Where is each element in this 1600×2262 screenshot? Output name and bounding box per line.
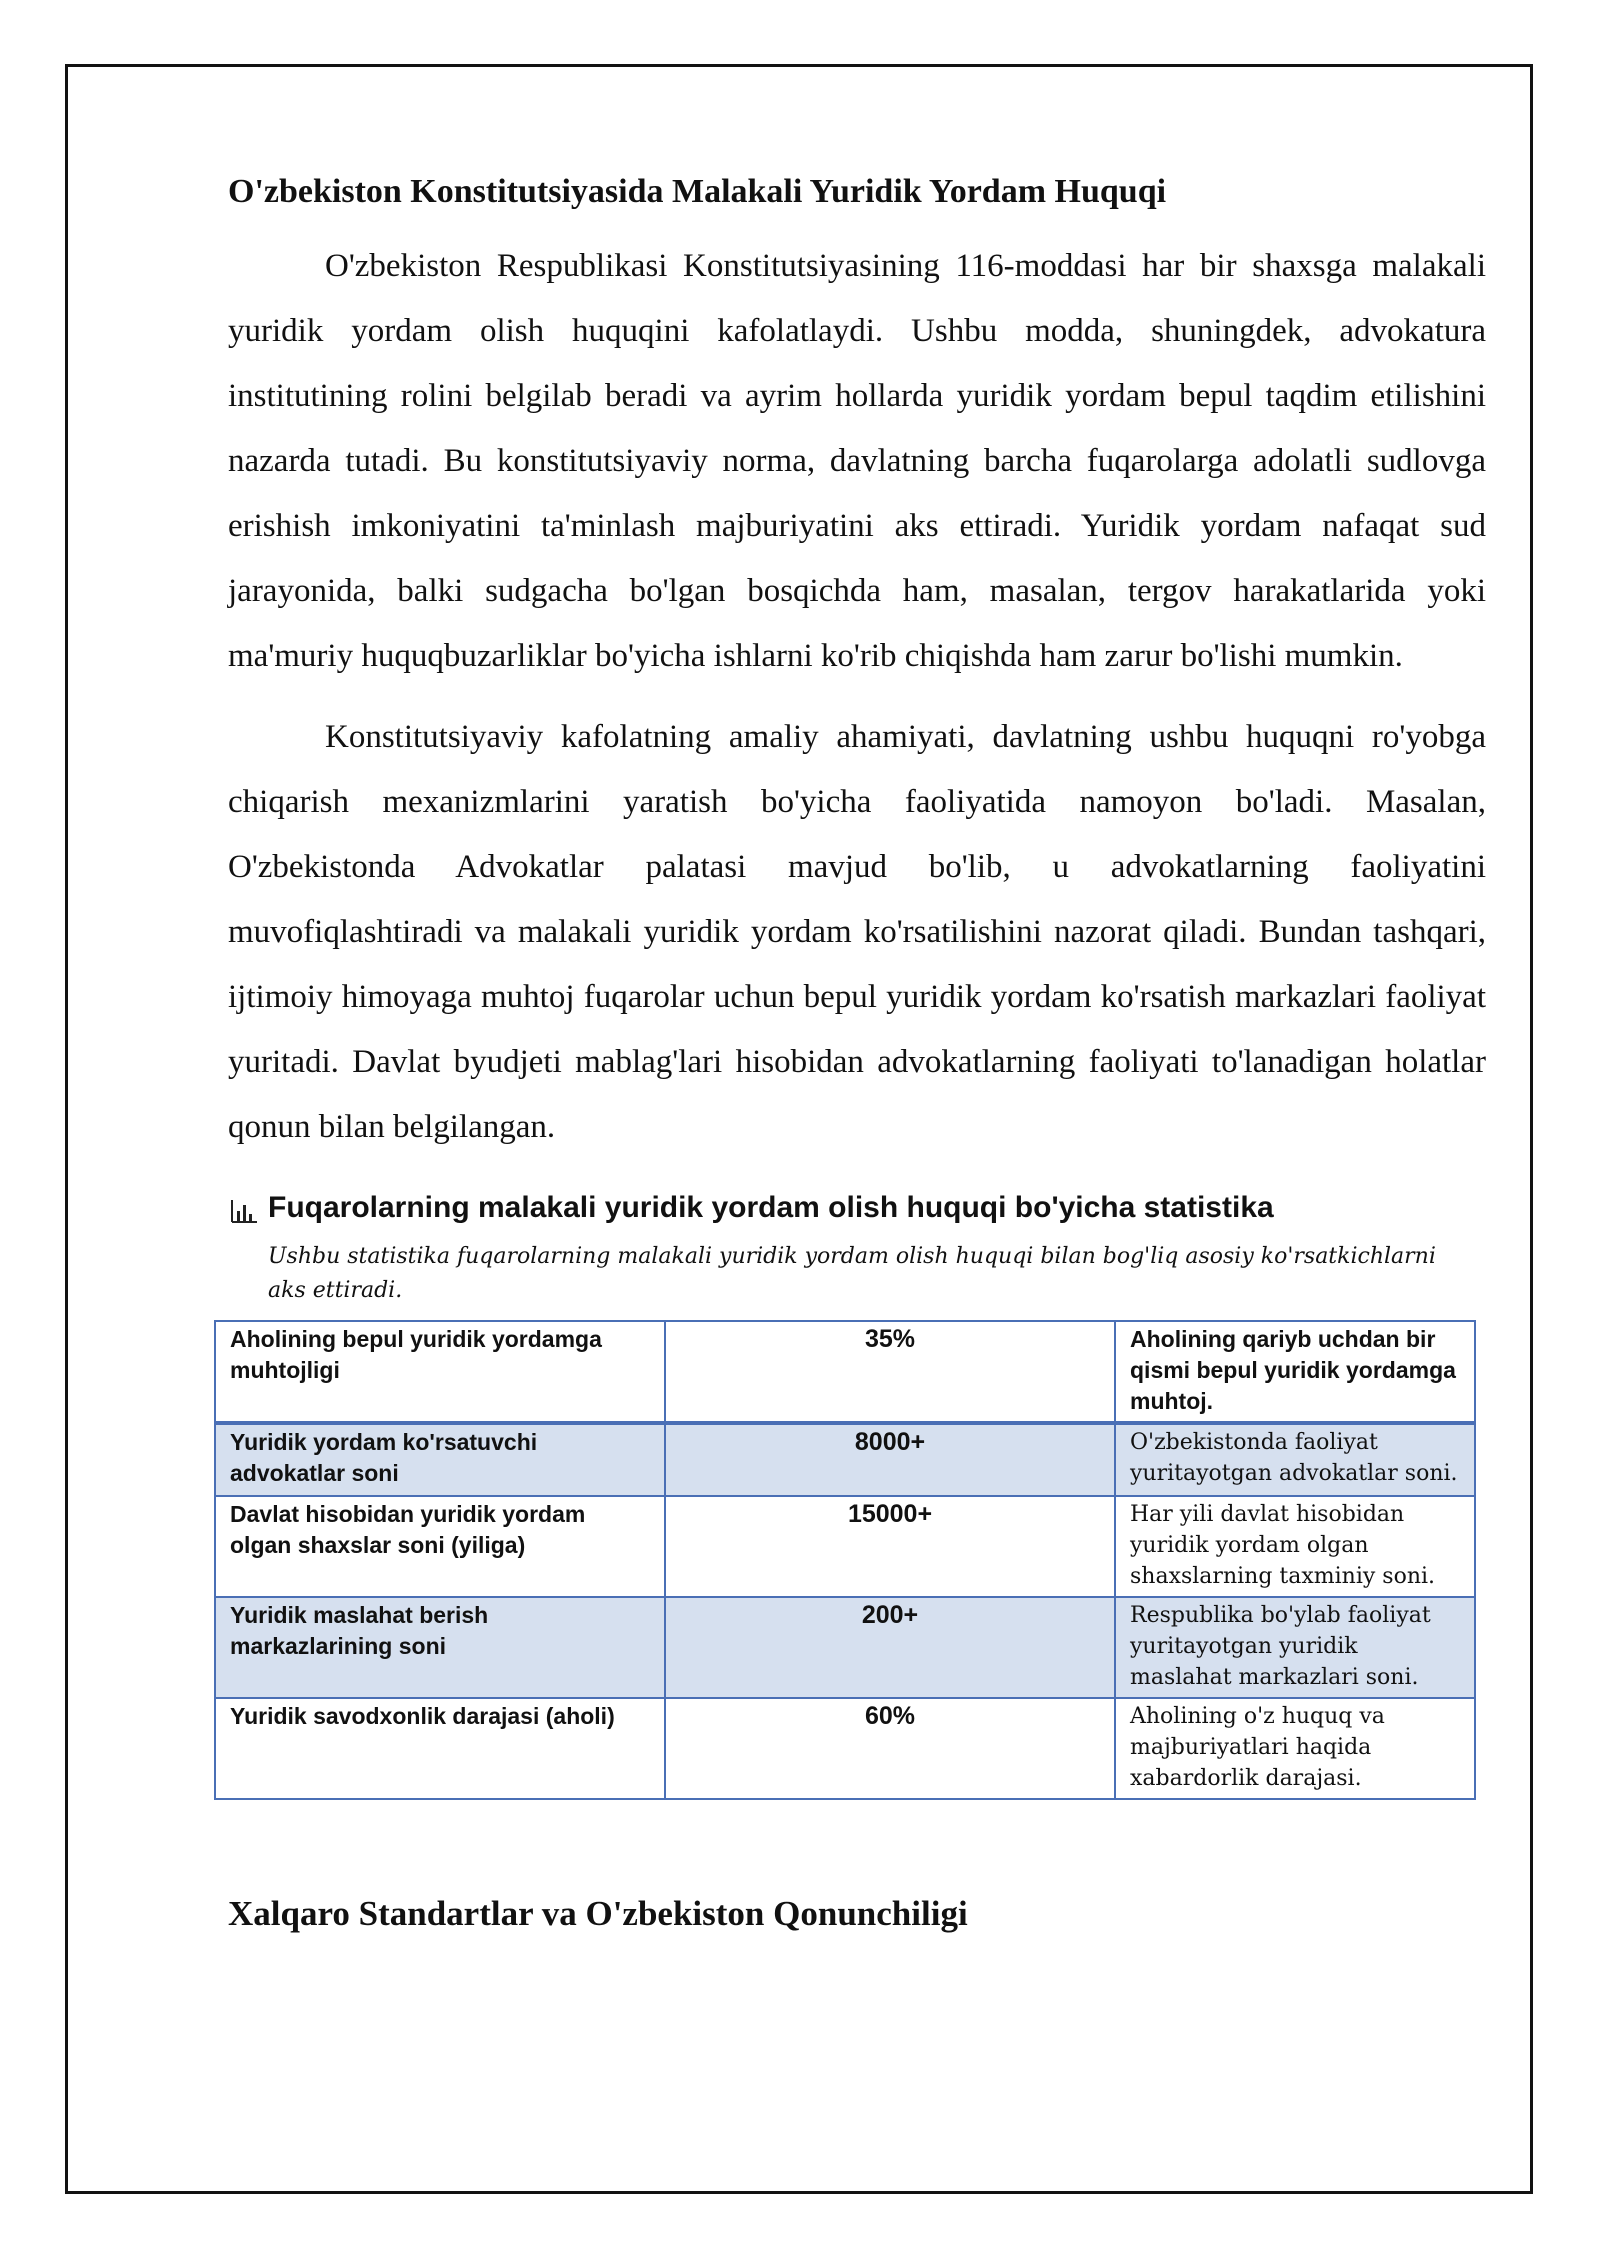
table-cell-value: 8000+ bbox=[665, 1423, 1115, 1496]
statistics-caption: Ushbu statistika fuqarolarning malakali yuridik yordam olish huquqi bilan bog'liq asosiy ko'rsatkichlarni aks ettiradi. bbox=[268, 1244, 1436, 1303]
table-cell-value: 15000+ bbox=[665, 1496, 1115, 1597]
table-row bbox=[215, 1423, 1475, 1496]
table-cell-label: Yuridik yordam ko'rsatuvchi advokatlar soni bbox=[215, 1423, 665, 1496]
table-cell-note: Respublika bo'ylab faoliyat yuritayotgan yuridik maslahat markazlari soni. bbox=[1115, 1597, 1475, 1698]
table-cell-value: 60% bbox=[665, 1698, 1115, 1799]
table-row bbox=[215, 1496, 1475, 1597]
table-cell-label: Yuridik maslahat berish markazlarining soni bbox=[215, 1597, 665, 1698]
table-row bbox=[215, 1698, 1475, 1799]
statistics-table bbox=[214, 1320, 1476, 1800]
table-cell-label: Davlat hisobidan yuridik yordam olgan shaxslar soni (yiliga) bbox=[215, 1496, 665, 1597]
bar-chart-icon bbox=[230, 1195, 258, 1221]
table-cell-note: O'zbekistonda faoliyat yuritayotgan advokatlar soni. bbox=[1115, 1423, 1475, 1496]
table-row bbox=[215, 1597, 1475, 1698]
table-cell-note: Aholining o'z huquq va majburiyatlari haqida xabardorlik darajasi. bbox=[1115, 1698, 1475, 1799]
table-header-row bbox=[215, 1321, 1475, 1423]
document-content bbox=[228, 170, 1486, 1936]
next-section-title: Xalqaro Standartlar va O'zbekiston Qonunchiligi bbox=[228, 1894, 968, 1933]
table-cell-value: 35% bbox=[665, 1321, 1115, 1423]
table-cell-note: Har yili davlat hisobidan yuridik yordam olgan shaxslarning taxminiy soni. bbox=[1115, 1496, 1475, 1597]
paragraph-constitution-article: O'zbekiston Respublikasi Konstitutsiyasining 116-moddasi har bir shaxsga malakali yuridik yordam olish huquqini kafolatlaydi. Ushbu modda, shuningdek, advokatura institutining rolini belgilab beradi va ayrim hollarda yuridik yordam bepul taqdim etilishini nazarda tutadi. Bu konstitutsiyaviy norma, davlatning barcha fuqarolarga adolatli sudlovga erishish imkoniyatini ta'minlash majburiyatini aks ettiradi. Yuridik yordam nafaqat sud jarayonida, balki sudgacha bo'lgan bosqichda ham, masalan, tergov harakatlarida yoki ma'muriy huquqbuzarliklar bo'yicha ishlarni ko'rib chiqishda ham zarur bo'lishi mumkin. bbox=[228, 248, 1486, 674]
table-cell-note: Aholining qariyb uchdan bir qismi bepul yuridik yordamga muhtoj. bbox=[1115, 1321, 1475, 1423]
statistics-section bbox=[230, 1188, 1486, 1800]
table-cell-value: 200+ bbox=[665, 1597, 1115, 1698]
section-title: O'zbekiston Konstitutsiyasida Malakali Yuridik Yordam Huquqi bbox=[228, 173, 1167, 210]
statistics-title bbox=[230, 1188, 1486, 1228]
table-cell-label: Aholining bepul yuridik yordamga muhtojligi bbox=[215, 1321, 665, 1423]
statistics-title-text: Fuqarolarning malakali yuridik yordam olish huquqi bo'yicha statistika bbox=[268, 1191, 1274, 1224]
paragraph-practical-significance: Konstitutsiyaviy kafolatning amaliy ahamiyati, davlatning ushbu huquqni ro'yobga chiqarish mexanizmlarini yaratish bo'yicha faoliyatida namoyon bo'ladi. Masalan, O'zbekistonda Advokatlar palatasi mavjud bo'lib, u advokatlarning faoliyatini muvofiqlashtiradi va malakali yuridik yordam ko'rsatilishini nazorat qiladi. Bundan tashqari, ijtimoiy himoyaga muhtoj fuqarolar uchun bepul yuridik yordam ko'rsatish markazlari faoliyat yuritadi. Davlat byudjeti mablag'lari hisobidan advokatlarning faoliyati to'lanadigan holatlar qonun bilan belgilangan. bbox=[228, 719, 1486, 1145]
table-cell-label: Yuridik savodxonlik darajasi (aholi) bbox=[215, 1698, 665, 1799]
